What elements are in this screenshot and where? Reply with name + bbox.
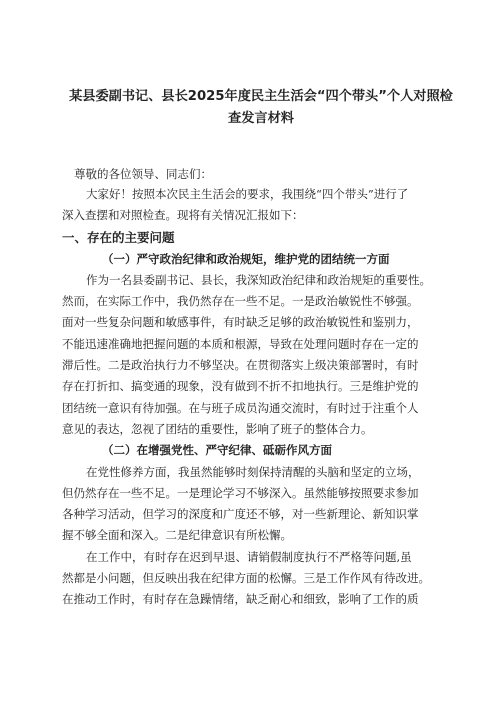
paragraph-line: 然而，在实际工作中，我仍然存在一些不足。一是政治敏锐性不够强。 — [62, 294, 419, 309]
paragraph-line: 然都是小问题，但反映出我在纪律方面的松懈。三是工作作风有待改进。 — [62, 571, 430, 586]
paragraph-line: 滞后性。二是政治执行力不够坚决。在贯彻落实上级决策部署时，有时 — [62, 358, 419, 373]
paragraph-line: 面对一些复杂问题和敏感事件，有时缺乏足够的政治敏锐性和鉴别力， — [62, 315, 419, 330]
title-line-1: 某县委副书记、县长2025年度民主生活会“四个带头”个人对照检 — [69, 89, 453, 104]
paragraph-line: 在工作中，有时存在迟到早退、请销假制度执行不严格等问题,虽 — [86, 549, 412, 564]
paragraph-line: 团结统一意识有待加强。在与班子成员沟通交流时，有时过于注重个人 — [62, 400, 419, 415]
paragraph-line: 在党性修养方面，我虽然能够时刻保持清醒的头脑和坚定的立场， — [86, 464, 420, 479]
paragraph-line: 存在打折扣、搞变通的现象，没有做到不折不扣地执行。三是维护党的 — [62, 379, 419, 394]
paragraph-line: 但仍然存在一些不足。一是理论学习不够深入。虽然能够按照要求参加 — [62, 485, 419, 500]
intro-line: 深入查摆和对照检查。现将有关情况汇报如下： — [62, 208, 304, 223]
title-line-2: 查发言材料 — [228, 111, 294, 126]
paragraph-line: 不能迅速准确地把握问题的本质和根源，导致在处理问题时存在一定的 — [62, 336, 419, 351]
paragraph-line: 意见的表达，忽视了团结的重要性，影响了班子的整体合力。 — [62, 421, 373, 436]
document-title — [62, 0, 460, 130]
subsection-1-heading: （一）严守政治纪律和政治规矩，维护党的团结统一方面 — [102, 251, 390, 266]
salutation: 尊敬的各位领导、同志们： — [74, 167, 212, 181]
paragraph-line: 在推动工作时，有时存在急躁情绪，缺乏耐心和细致，影响了工作的质 — [62, 592, 419, 607]
subsection-2-paragraph-1 — [62, 462, 460, 547]
subsection-2-paragraph-2 — [62, 547, 460, 611]
paragraph-line: 各种学习活动，但学习的深度和广度还不够，对一些新理论、新知识掌 — [62, 507, 419, 522]
section-1-heading: 一、存在的主要问题 — [62, 229, 175, 245]
subsection-1-paragraph — [62, 270, 460, 440]
intro-paragraph — [62, 184, 460, 227]
paragraph-line: 握不够全面和深入。二是纪律意识有所松懈。 — [62, 528, 292, 543]
subsection-2-heading: （二）在增强党性、严守纪律、砥砺作风方面 — [102, 443, 332, 458]
intro-line: 大家好！按照本次民主生活会的要求，我围绕“四个带头”进行了 — [86, 187, 409, 201]
paragraph-line: 作为一名县委副书记、县长，我深知政治纪律和政治规矩的重要性。 — [86, 272, 431, 287]
